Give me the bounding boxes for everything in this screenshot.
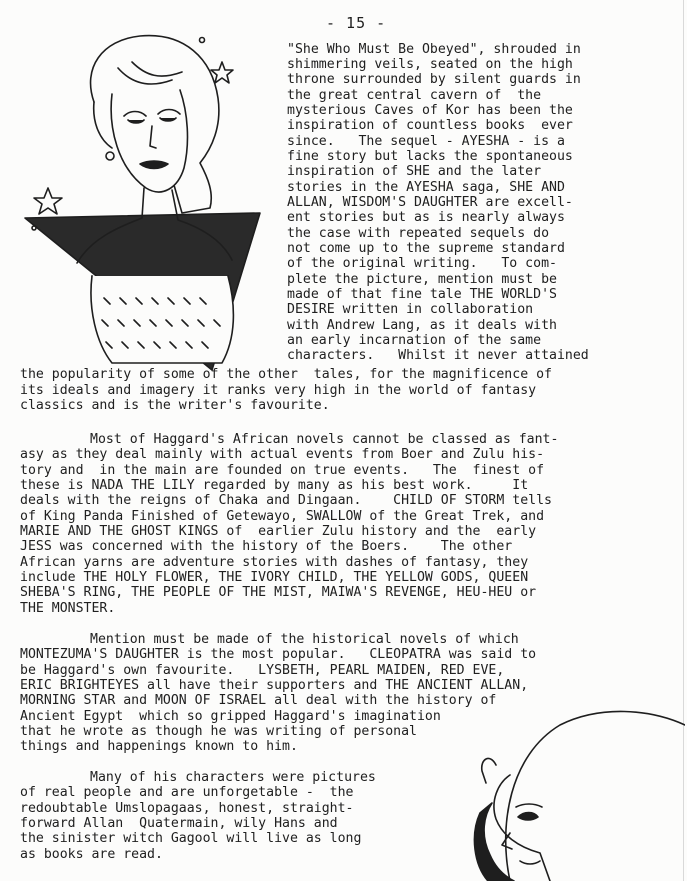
text-line: the sinister witch Gagool will live as long xyxy=(20,831,362,846)
text-line: inspiration of countless books ever xyxy=(287,118,573,133)
text-line: MARIE AND THE GHOST KINGS of earlier Zulu history and the early xyxy=(20,524,537,539)
text-line: THE MONSTER. xyxy=(20,601,116,616)
ayesha-illustration xyxy=(22,28,284,373)
text-line: fine story but lacks the spontaneous xyxy=(287,149,573,164)
text-line: its ideals and imagery it ranks very high in the world of fantasy xyxy=(20,383,537,398)
text-line: MORNING STAR and MOON OF ISRAEL all deal with the history of xyxy=(20,693,497,708)
text-line: mysterious Caves of Kor has been the xyxy=(287,103,573,118)
text-line: African yarns are adventure stories with dashes of fantasy, they xyxy=(20,555,529,570)
text-line: Mention must be made of the historical novels of which xyxy=(90,632,519,647)
text-line: redoubtable Umslopagaas, honest, straight- xyxy=(20,801,354,816)
text-line: Most of Haggard's African novels cannot be classed as fant- xyxy=(90,432,559,447)
text-line: DESIRE written in collaboration xyxy=(287,302,534,317)
text-line: the great central cavern of the xyxy=(287,88,542,103)
text-line: these is NADA THE LILY regarded by many as his best work. It xyxy=(20,478,529,493)
text-line: "She Who Must Be Obeyed", shrouded in xyxy=(287,42,581,57)
text-line: characters. Whilst it never attained xyxy=(287,348,589,363)
text-line: ALLAN, WISDOM'S DAUGHTER are excell- xyxy=(287,195,573,210)
text-line: ent stories but as is nearly always xyxy=(287,210,565,225)
text-line: shimmering veils, seated on the high xyxy=(287,57,573,72)
text-line: the popularity of some of the other tales, for the magnificence of xyxy=(20,367,552,382)
text-line: made of that fine tale THE WORLD'S xyxy=(287,287,557,302)
text-line: plete the picture, mention must be xyxy=(287,272,557,287)
text-line: the case with repeated sequels do xyxy=(287,226,550,241)
text-line: be Haggard's own favourite. LYSBETH, PEARL MAIDEN, RED EVE, xyxy=(20,663,505,678)
text-line: ERIC BRIGHTEYES all have their supporters and THE ANCIENT ALLAN, xyxy=(20,678,529,693)
portrait-illustration xyxy=(440,705,685,881)
text-line: forward Allan Quatermain, wily Hans and xyxy=(20,816,338,831)
text-line: with Andrew Lang, as it deals with xyxy=(287,318,557,333)
text-line: as books are read. xyxy=(20,847,163,862)
text-line: JESS was concerned with the history of the Boers. The other xyxy=(20,539,513,554)
text-line: classics and is the writer's favourite. xyxy=(20,398,330,413)
text-line: things and happenings known to him. xyxy=(20,739,298,754)
text-line: of real people and are unforgetable - the xyxy=(20,785,354,800)
text-line: MONTEZUMA'S DAUGHTER is the most popular. CLEOPATRA was said to xyxy=(20,647,537,662)
text-line: asy as they deal mainly with actual events from Boer and Zulu his- xyxy=(20,447,545,462)
text-line: of the original writing. To com- xyxy=(287,256,557,271)
text-line: inspiration of SHE and the later xyxy=(287,164,542,179)
text-line: since. The sequel - AYESHA - is a xyxy=(287,134,565,149)
text-line: stories in the AYESHA saga, SHE AND xyxy=(287,180,565,195)
text-line: Ancient Egypt which so gripped Haggard's imagination xyxy=(20,709,441,724)
text-line: an early incarnation of the same xyxy=(287,333,542,348)
text-line: include THE HOLY FLOWER, THE IVORY CHILD, THE YELLOW GODS, QUEEN xyxy=(20,570,529,585)
text-line: throne surrounded by silent guards in xyxy=(287,72,581,87)
text-line: Many of his characters were pictures xyxy=(90,770,376,785)
text-line: that he wrote as though he was writing of personal xyxy=(20,724,417,739)
text-line: deals with the reigns of Chaka and Dingaan. CHILD OF STORM tells xyxy=(20,493,552,508)
page-number: - 15 - xyxy=(326,14,387,32)
text-line: not come up to the supreme standard xyxy=(287,241,565,256)
text-line: of King Panda Finished of Getewayo, SWALLOW of the Great Trek, and xyxy=(20,509,545,524)
text-line: SHEBA'S RING, THE PEOPLE OF THE MIST, MAIWA'S REVENGE, HEU-HEU or xyxy=(20,585,537,600)
text-line: tory and in the main are founded on true events. The finest of xyxy=(20,463,545,478)
